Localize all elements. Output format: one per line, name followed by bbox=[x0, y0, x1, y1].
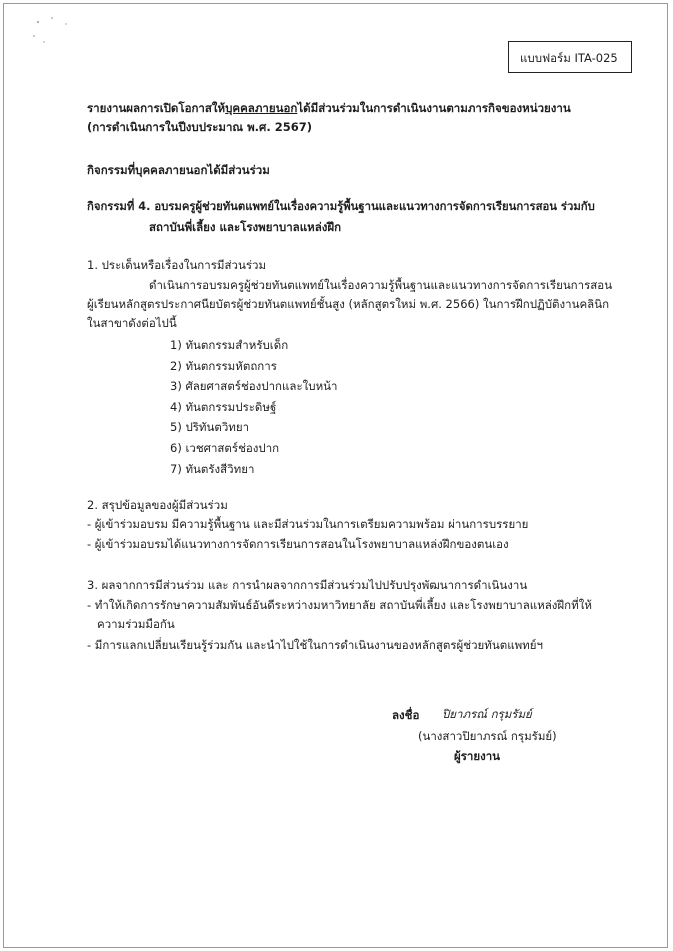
fiscal-year: (การดำเนินการในปีงบประมาณ พ.ศ. 2567) bbox=[87, 120, 312, 134]
list-item: 6) เวชศาสตร์ช่องปาก bbox=[170, 441, 280, 455]
printed-name: (นางสาวปิยาภรณ์ กรุมรัมย์) bbox=[418, 729, 557, 743]
section2-bullet: - ผู้เข้าร่วมอบรมได้แนวทางการจัดการเรียนการสอนในโรงพยาบาลแหล่งฝึกของตนเอง bbox=[87, 537, 509, 551]
report-title: รายงานผลการเปิดโอกาสให้บุคคลภายนอกได้มีส่วนร่วมในการดำเนินงานตามภารกิจของหน่วยงาน bbox=[87, 101, 571, 115]
section3-bullet: - ทำให้เกิดการรักษาความสัมพันธ์อันดีระหว่างมหาวิทยาลัย สถาบันพี่เลี้ยง และโรงพยาบาลแหล่งฝึกที่ให้ bbox=[87, 598, 592, 612]
scan-speckles bbox=[28, 14, 88, 54]
section2-bullet: - ผู้เข้าร่วมอบรม มีความรู้พื้นฐาน และมีส่วนร่วมในการเตรียมความพร้อม ผ่านการบรรยาย bbox=[87, 517, 529, 531]
form-code: แบบฟอร์ม ITA-025 bbox=[520, 51, 618, 65]
activity-4-title: กิจกรรมที่ 4. อบรมครูผู้ช่วยทันตแพทย์ในเรื่องความรู้พื้นฐานและแนวทางการจัดการเรียนการสอน ร่วมกับ bbox=[87, 200, 595, 213]
sign-label: ลงชื่อ bbox=[392, 708, 420, 722]
section3-bullet: - มีการแลกเปลี่ยนเรียนรู้ร่วมกัน และนำไปใช้ในการดำเนินงานของหลักสูตรผู้ช่วยทันตแพทย์ฯ bbox=[87, 638, 543, 652]
list-item: 1) ทันตกรรมสำหรับเด็ก bbox=[170, 338, 289, 352]
section1-heading: 1. ประเด็นหรือเรื่องในการมีส่วนร่วม bbox=[87, 258, 267, 272]
section2-heading: 2. สรุปข้อมูลของผู้มีส่วนร่วม bbox=[87, 498, 228, 512]
section1-para-line: ในสาขาดังต่อไปนี้ bbox=[87, 316, 177, 330]
handwritten-signature: ปิยาภรณ์ กรุมรัมย์ bbox=[442, 707, 532, 721]
section1-para-line: ดำเนินการอบรมครูผู้ช่วยทันตแพทย์ในเรื่องความรู้พื้นฐานและแนวทางการจัดการเรียนการสอน bbox=[149, 278, 613, 292]
list-item: 5) ปริทันตวิทยา bbox=[170, 420, 250, 434]
list-item: 3) ศัลยศาสตร์ช่องปากและใบหน้า bbox=[170, 379, 338, 393]
activity-4-title-cont: สถาบันพี่เลี้ยง และโรงพยาบาลแหล่งฝึก bbox=[149, 220, 342, 234]
reporter-role: ผู้รายงาน bbox=[454, 749, 501, 763]
list-item: 4) ทันตกรรมประดิษฐ์ bbox=[170, 400, 277, 414]
section1-para-line: ผู้เรียนหลักสูตรประกาศนียบัตรผู้ช่วยทันตแพทย์ชั้นสูง (หลักสูตรใหม่ พ.ศ. 2566) ในการฝึกปฏิบัติงานคลินิก bbox=[87, 297, 610, 311]
section3-heading: 3. ผลจากการมีส่วนร่วม และ การนำผลจากการมีส่วนร่วมไปปรับปรุงพัฒนาการดำเนินงาน bbox=[87, 578, 528, 592]
section3-bullet-cont: ความร่วมมือกัน bbox=[97, 617, 175, 631]
activity-heading: กิจกรรมที่บุคคลภายนอกได้มีส่วนร่วม bbox=[87, 163, 270, 177]
page-frame bbox=[3, 3, 668, 948]
list-item: 7) ทันตรังสีวิทยา bbox=[170, 462, 255, 476]
list-item: 2) ทันตกรรมหัตถการ bbox=[170, 359, 277, 373]
report-title-underlined: บุคคลภายนอก bbox=[225, 101, 298, 115]
